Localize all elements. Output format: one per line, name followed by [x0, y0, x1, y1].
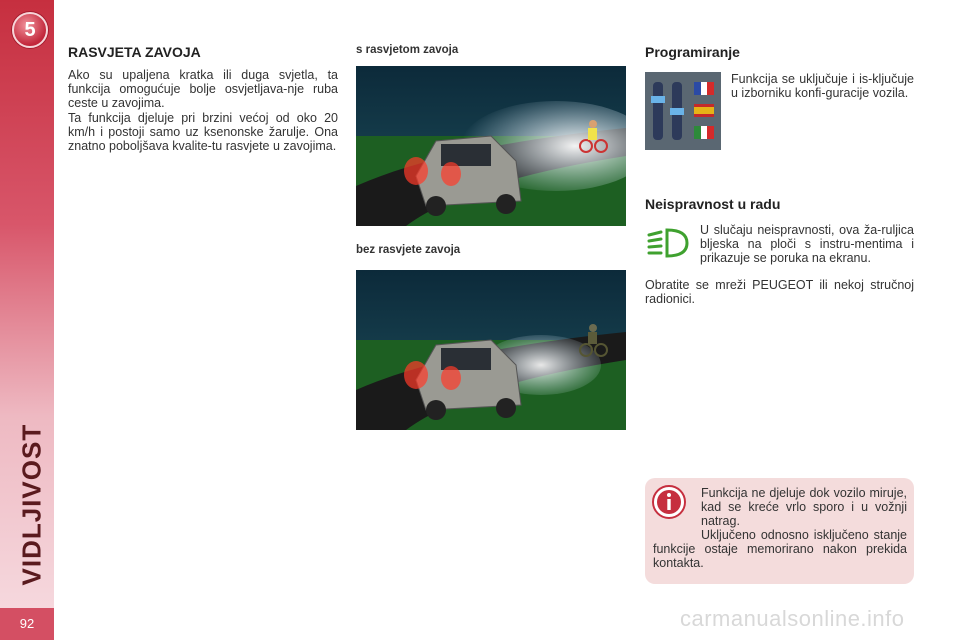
section-title-rasvjeta: RASVJETA ZAVOJA	[68, 44, 201, 60]
fault-contact-text: Obratite se mreži PEUGEOT ili nekoj stručnoj radionici.	[645, 278, 914, 306]
photo-without-cornering-light	[356, 270, 626, 430]
note-text-1: Funkcija ne djeluje dok vozilo miruje, kad se kreće vrlo sporo i u vožnji natrag.	[701, 486, 907, 528]
headlamp-warning-icon	[645, 226, 691, 260]
watermark: carmanualsonline.info	[680, 606, 905, 631]
intro-paragraph: Ako su upaljena kratka ili duga svjetla, ta funkcija omogućuje bolje osvjetljava-nje ruba ceste u zavojima.	[68, 68, 338, 110]
page-number: 92	[0, 608, 54, 640]
programming-text: Funkcija se uključuje i is-ključuje u izborniku konfi-guracije vozila.	[731, 72, 914, 100]
settings-menu-icon	[645, 72, 721, 150]
section-title-neispravnost: Neispravnost u radu	[645, 196, 781, 212]
note-text-2: Uključeno odnosno isključeno stanje funkcije ostaje memorirano nakon prekida kontakta.	[653, 528, 907, 570]
info-note-box	[645, 478, 914, 584]
caption-without-cornering: bez rasvjete zavoja	[356, 244, 461, 256]
info-icon	[651, 484, 687, 520]
chapter-title: VIDLJIVOST	[16, 423, 47, 586]
photo-with-cornering-light	[356, 66, 626, 226]
chapter-number-badge: 5	[12, 12, 48, 48]
speed-paragraph: Ta funkcija djeluje pri brzini većoj od oko 20 km/h i postoji samo uz ksenonske žarulje. Ona znatno poboljšava kvalite-tu rasvjete u zavojima.	[68, 111, 338, 153]
chapter-sidebar	[0, 0, 54, 640]
fault-text: U slučaju neispravnosti, ova ža-ruljica bljeska na ploči s instru-mentima i prikazuje se poruka na ekranu.	[700, 223, 914, 265]
caption-with-cornering: s rasvjetom zavoja	[356, 44, 459, 56]
section-title-programiranje: Programiranje	[645, 44, 740, 60]
